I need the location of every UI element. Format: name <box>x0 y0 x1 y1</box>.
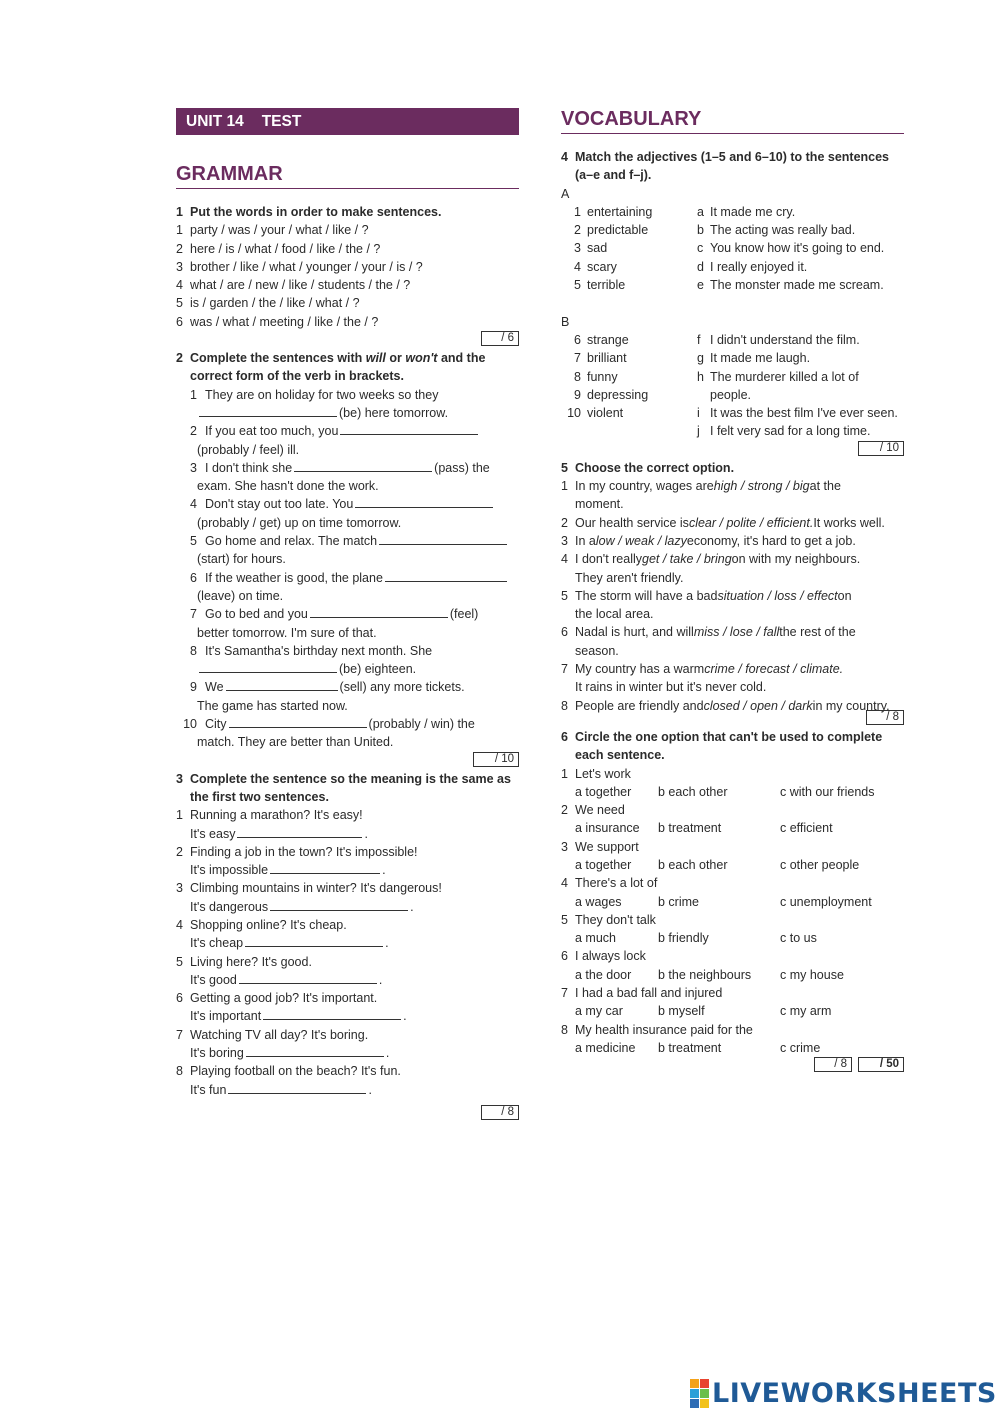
list-item: 1 Let's work <box>561 766 631 781</box>
exercise-5: 5 Choose the correct option. 1 In my country, wages are high / strong / big at the moment. 2 Our health service is clear / polite / efficient. It works well. 3 In a low / weak / lazy economy, it's hard to get a job. 4 I don't really get / take / bring on with my neighbours. They aren't friendly. 5 The storm will have a bad situation / loss / effect on the local area. 6 Nadal is hurt, and will miss / lose / fall the rest of the season. 7 My country has a warm crime / forecast / climate. It rains in winter but it's never cold. 8 People are friendly and closed / open / dark in my country. / 8 <box>561 459 904 728</box>
answer-blank[interactable] <box>379 532 507 545</box>
score-box[interactable]: / 8 <box>866 710 904 725</box>
list-item: 7 I had a bad fall and injured <box>561 986 723 1001</box>
unit-header-bar <box>176 108 519 135</box>
list-item: 8 It's Samantha's birthday next month. She <box>190 643 433 658</box>
list-item: 4 Don't stay out too late. You <box>176 495 519 513</box>
test-label: TEST <box>261 113 302 130</box>
answer-blank[interactable] <box>294 459 432 472</box>
list-item[interactable]: 7 brilliant g It made me laugh. <box>574 351 811 366</box>
list-item: 6 I always lock <box>561 949 646 964</box>
list-item[interactable]: 9 depressing people. <box>574 387 752 402</box>
answer-blank[interactable] <box>199 404 337 417</box>
list-item[interactable]: 5 terrible e The monster made me scream. <box>574 278 884 293</box>
logo-icon <box>690 1379 709 1408</box>
list-item: 3 Climbing mountains in winter? It's dangerous! <box>176 881 442 896</box>
list-item: 2 If you eat too much, you <box>176 422 519 440</box>
list-item[interactable]: 4 what / are / new / like / students / the / ? <box>176 278 411 293</box>
list-item: 4 There's a lot of <box>561 876 658 891</box>
list-item: 10 City (probably / win) the <box>183 717 475 732</box>
answer-blank[interactable] <box>245 934 383 947</box>
list-item: 5 Living here? It's good. <box>176 954 312 969</box>
logo-text: LIVEWORKSHEETS <box>712 1377 997 1409</box>
list-item[interactable]: 8 People are friendly and closed / open / dark in my country. <box>561 698 890 713</box>
answer-blank[interactable] <box>246 1044 384 1057</box>
list-item[interactable]: 2 predictable b The acting was really bad. <box>574 223 856 238</box>
exercise-2: 2 Complete the sentences with will or won't and the correct form of the verb in brackets. 1 They are on holiday for two weeks so they (be) here tomorrow. 2 If you eat too much, you (probably / feel) ill. 3 I don't think she (pass) the exam. She hasn't done the work. 4 Don't stay out too late. You (probably / get) up on time tomorrow. 5 Go home and relax. The match (start) for hours. 6 If the weather is good, the plane (leave) on time. 7 Go to bed and you (feel) better tomorrow. I'm sure of that. 8 It's Samantha's birthday next month. She (be) eighteen. 9 We (sell) any more tickets. The game has started now. 10 City (probably / win) the match. They are better than United. / 10 <box>176 349 519 770</box>
score-box[interactable]: / 8 <box>481 1105 519 1120</box>
list-item: 9 We (sell) any more tickets. <box>190 680 465 695</box>
exercise-4-title: 4 Match the adjectives (1–5 and 6–10) to the sentences <box>561 150 890 164</box>
list-item[interactable]: 5 is / garden / the / like / what / ? <box>176 296 360 311</box>
exercise-6-title: 6 Circle the one option that can't be used to complete <box>561 729 883 744</box>
option-row[interactable]: a together b each other c other people <box>575 857 860 872</box>
option-row[interactable]: a the door b the neighbours c my house <box>575 967 844 982</box>
list-item: 5 They don't talk <box>561 912 656 927</box>
answer-blank[interactable] <box>310 605 448 618</box>
list-item[interactable]: 1 entertaining a It made me cry. <box>574 204 796 219</box>
list-item[interactable]: 6 strange f I didn't understand the film. <box>574 332 860 347</box>
total-score-box[interactable]: / 50 <box>858 1057 904 1072</box>
answer-blank[interactable] <box>239 971 377 984</box>
unit-label: UNIT 14 <box>186 113 244 130</box>
exercise-3: 3 Complete the sentence so the meaning is the same as the first two sentences. 1 Running a marathon? It's easy! It's easy . 2 Finding a job in the town? It's impossible! It's impossible . 3 Climbing mountains in winter? It's dangerous! It's dangerous . 4 Shopping online? It's cheap. It's cheap . 5 Living here? It's good. It's good . 6 Getting a good job? It's important. It's important . 7 Watching TV all day? It's boring. It's boring . 8 Playing football on the beach? It's fun. It's fun . / 8 <box>176 770 519 1123</box>
list-item[interactable]: j I felt very sad for a long time. <box>697 424 871 439</box>
score-box[interactable]: / 6 <box>481 331 519 346</box>
exercise-6: 6 Circle the one option that can't be used to complete each sentence. 1 Let's work a together b each other c with our friends 2 We need a insurance b treatment c efficient 3 We support a together b each other c other people 4 There's a lot of a wages b crime c unemployment 5 They don't talk a much b friendly c to us 6 I always lock a the door b the neighbours c my house 7 I had a bad fall and injured a my car b myself c my arm 8 My health insurance paid for the a medicine b treatment c crime / 8 / 50 <box>561 728 904 1075</box>
list-item[interactable]: 7 My country has a warm crime / forecast / climate. <box>561 662 844 677</box>
answer-blank[interactable] <box>270 898 408 911</box>
answer-blank[interactable] <box>199 660 337 673</box>
answer-blank[interactable] <box>226 678 338 691</box>
list-item: 4 Shopping online? It's cheap. <box>176 917 347 932</box>
list-item[interactable]: 6 was / what / meeting / like / the / ? <box>176 314 379 329</box>
answer-blank[interactable] <box>270 861 380 874</box>
liveworksheets-logo <box>690 1378 997 1408</box>
score-box[interactable]: / 10 <box>473 752 519 767</box>
list-item[interactable]: 8 funny h The murderer killed a lot of <box>574 369 859 384</box>
exercise-1-title: 1 Put the words in order to make sentences. <box>176 205 442 219</box>
exercise-3-title: 3 Complete the sentence so the meaning is the same as <box>176 771 511 786</box>
option-row[interactable]: a my car b myself c my arm <box>575 1004 832 1019</box>
left-column <box>176 108 519 1123</box>
answer-blank[interactable] <box>229 715 367 728</box>
option-row[interactable]: a together b each other c with our friends <box>575 784 875 799</box>
list-item[interactable]: 5 The storm will have a bad situation / loss / effect on <box>561 588 852 603</box>
list-item: 1 They are on holiday for two weeks so they <box>190 387 439 402</box>
option-row[interactable]: a insurance b treatment c efficient <box>575 821 833 836</box>
exercise-1 <box>176 203 519 349</box>
exercise-5-title: 5 Choose the correct option. <box>561 460 735 475</box>
list-item: 1 Running a marathon? It's easy! <box>176 808 363 823</box>
exercise-2-title: 2 Complete the sentences with will or won't and the <box>176 351 486 366</box>
answer-blank[interactable] <box>263 1007 401 1020</box>
option-row[interactable]: a much b friendly c to us <box>575 931 817 946</box>
answer-blank[interactable] <box>355 495 493 508</box>
list-item: 7 Watching TV all day? It's boring. <box>176 1027 369 1042</box>
list-item[interactable]: 1 In my country, wages are high / strong / big at the <box>561 479 841 494</box>
list-item: 2 We need <box>561 803 625 818</box>
answer-blank[interactable] <box>228 1081 366 1094</box>
list-item[interactable]: 6 Nadal is hurt, and will miss / lose / fall the rest of the <box>561 625 856 640</box>
list-item: 8 Playing football on the beach? It's fun. <box>176 1064 401 1079</box>
list-item: 2 Finding a job in the town? It's impossible! <box>176 844 418 859</box>
list-item[interactable]: 4 I don't really get / take / bring on with my neighbours. <box>561 552 861 567</box>
list-item: 8 My health insurance paid for the <box>561 1022 753 1037</box>
list-item: 3 We support <box>561 839 639 854</box>
list-item: 6 If the weather is good, the plane <box>176 569 519 587</box>
list-item: 5 Go home and relax. The match <box>176 532 519 550</box>
group-label: A <box>561 186 570 201</box>
list-item[interactable]: 1 party / was / your / what / like / ? <box>176 223 369 238</box>
score-box[interactable]: / 10 <box>858 441 904 456</box>
list-item[interactable]: 2 Our health service is clear / polite / efficient. It works well. <box>561 515 885 530</box>
right-column <box>561 108 904 1075</box>
list-item[interactable]: 4 scary d I really enjoyed it. <box>574 259 808 274</box>
list-item[interactable]: 3 In a low / weak / lazy economy, it's hard to get a job. <box>561 533 856 548</box>
option-row[interactable]: a medicine b treatment c crime <box>575 1040 821 1055</box>
vocabulary-title: VOCABULARY <box>561 108 904 134</box>
score-box[interactable]: / 8 <box>814 1057 852 1072</box>
list-item: 7 Go to bed and you (feel) <box>190 607 479 622</box>
list-item[interactable]: 10 violent i It was the best film I've ever seen. <box>567 406 898 421</box>
option-row[interactable]: a wages b crime c unemployment <box>575 894 872 909</box>
group-label: B <box>561 314 570 329</box>
list-item[interactable]: 3 brother / like / what / younger / your / is / ? <box>176 259 423 274</box>
list-item[interactable]: 3 sad c You know how it's going to end. <box>574 241 885 256</box>
grammar-title: GRAMMAR <box>176 163 519 189</box>
answer-blank[interactable] <box>340 422 478 435</box>
exercise-4: 4 Match the adjectives (1–5 and 6–10) to the sentences (a–e and f–j). A 1 entertaining a It made me cry. 2 predictable b The acting was really bad. 3 sad c You know how it's going to end. 4 scary d I really enjoyed it. 5 terrible e The monster made me scream. B 6 strange f I didn't understand the film. 7 brilliant g It made me laugh. 8 funny h The murderer killed a lot of 9 depressing people. 10 violent i It was the best film I've ever seen. j I felt very sad for a long time. / 10 <box>561 148 904 459</box>
answer-blank[interactable] <box>237 825 362 838</box>
answer-blank[interactable] <box>385 569 507 582</box>
list-item: 3 I don't think she (pass) the <box>190 460 490 475</box>
list-item[interactable]: 2 here / is / what / food / like / the / ? <box>176 241 381 256</box>
list-item: 6 Getting a good job? It's important. <box>176 991 378 1006</box>
